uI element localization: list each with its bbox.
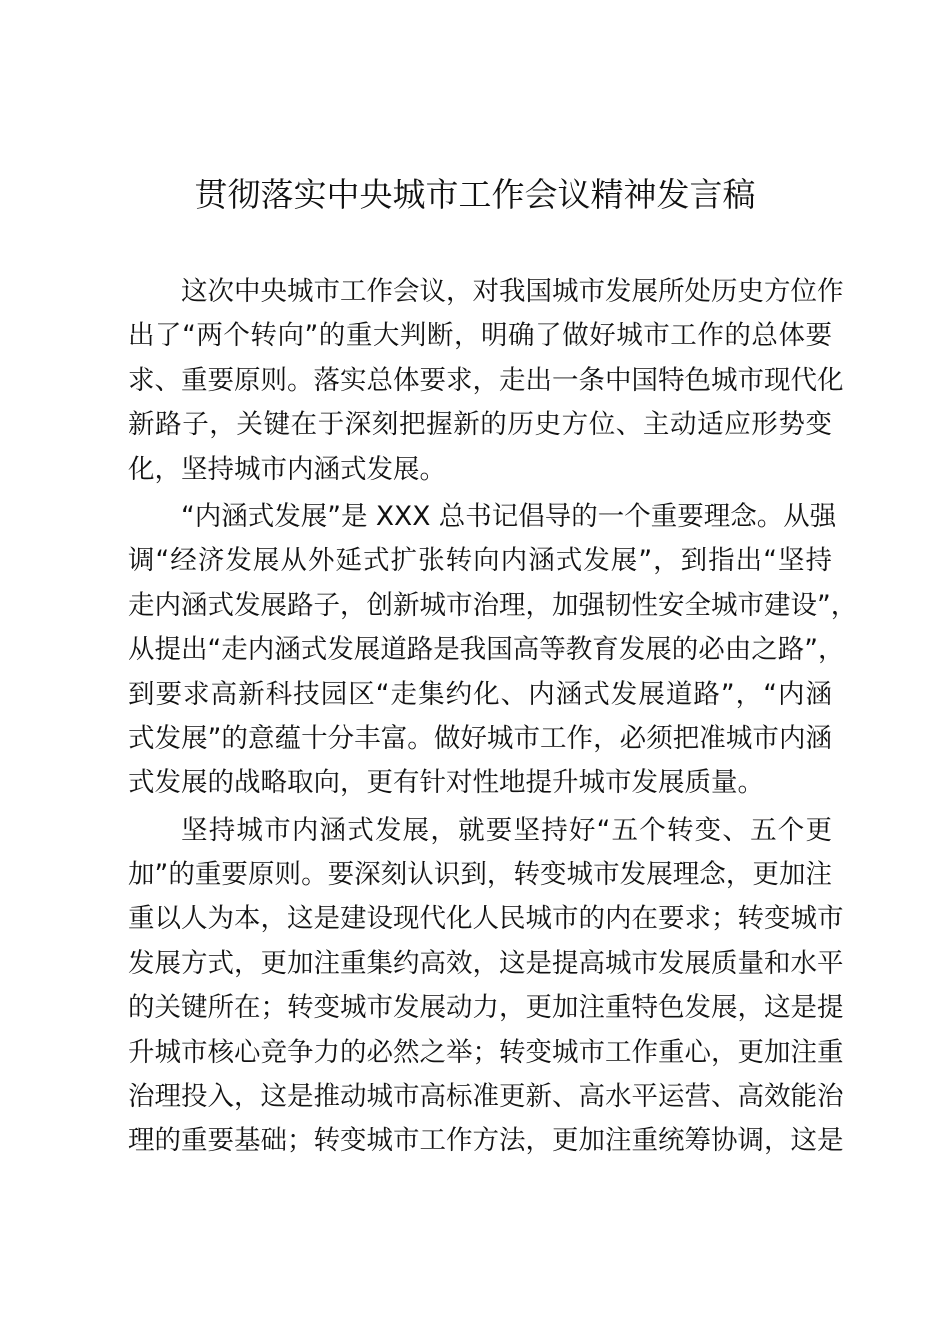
text-line: 式发展的战略取向，更有针对性地提升城市发展质量。	[128, 767, 764, 799]
text-line: 的关键所在；转变城市发展动力，更加注重特色发展，这是提	[128, 992, 844, 1024]
text-line: 从提出“走内涵式发展道路是我国高等教育发展的必由之路”，	[128, 634, 845, 666]
text-line: 升城市核心竞争力的必然之举；转变城市工作重心，更加注重	[128, 1036, 844, 1068]
text-line: 加”的重要原则。要深刻认识到，转变城市发展理念，更加注	[128, 859, 832, 891]
paragraph-3	[128, 809, 844, 1164]
text-line: “内涵式发展”是 XXX 总书记倡导的一个重要理念。从强	[181, 500, 837, 532]
text-line: 出了“两个转向”的重大判断，明确了做好城市工作的总体要	[128, 320, 832, 352]
text-line: 调“经济发展从外延式扩张转向内涵式发展”，到指出“坚持	[128, 545, 832, 577]
paragraph-1	[128, 270, 844, 492]
text-line: 理的重要基础；转变城市工作方法，更加注重统筹协调，这是	[128, 1125, 844, 1157]
text-line: 走内涵式发展路子，创新城市治理，加强韧性安全城市建设”，	[128, 589, 858, 621]
text-line: 新路子，关键在于深刻把握新的历史方位、主动适应形势变	[128, 409, 832, 441]
text-line: 化，坚持城市内涵式发展。	[128, 453, 446, 485]
text-line: 重以人为本，这是建设现代化人民城市的内在要求；转变城市	[128, 903, 844, 935]
document-title: 贯彻落实中央城市工作会议精神发言稿	[194, 175, 756, 214]
text-line: 求、重要原则。落实总体要求，走出一条中国特色城市现代化	[128, 364, 844, 396]
paragraph-2	[128, 495, 858, 806]
text-line: 发展方式，更加注重集约高效，这是提高城市发展质量和水平	[128, 947, 844, 979]
text-line: 这次中央城市工作会议，对我国城市发展所处历史方位作	[181, 276, 844, 307]
text-line: 到要求高新科技园区“走集约化、内涵式发展道路”，“内涵	[128, 678, 832, 710]
text-line: 治理投入，这是推动城市高标准更新、高水平运营、高效能治	[128, 1081, 844, 1113]
text-line: 式发展”的意蕴十分丰富。做好城市工作，必须把准城市内涵	[128, 722, 832, 754]
text-line: 坚持城市内涵式发展，就要坚持好“五个转变、五个更	[181, 814, 832, 846]
document-body	[128, 270, 858, 1167]
